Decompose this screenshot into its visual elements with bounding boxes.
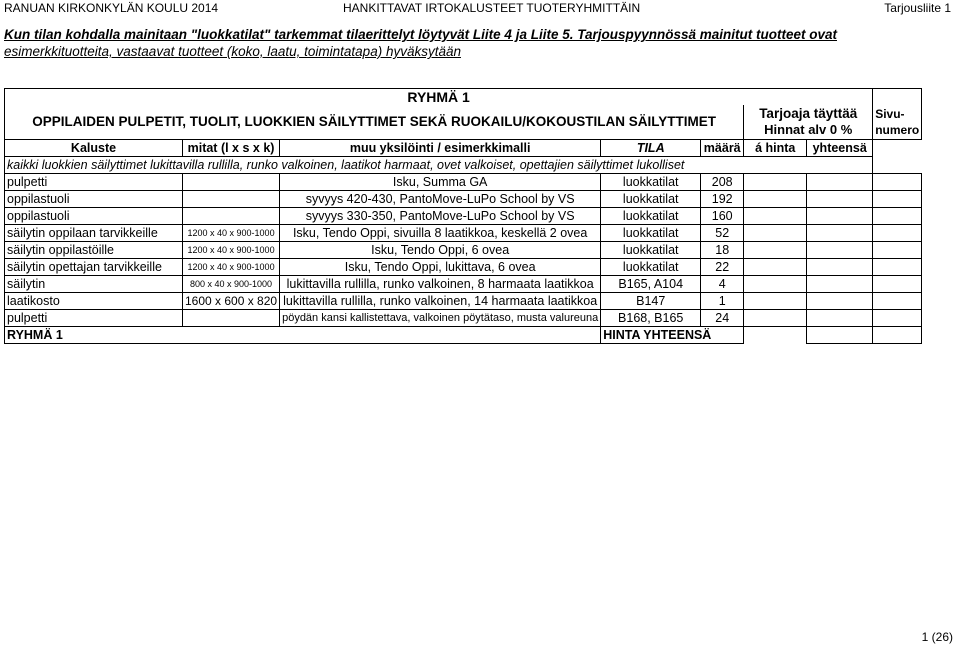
table-row	[5, 242, 922, 259]
item-dims: 1600 x 600 x 820	[183, 293, 280, 310]
unit-price-cell[interactable]	[744, 310, 807, 327]
item-spec: Isku, Tendo Oppi, sivuilla 8 laatikkoa, keskellä 2 ovea	[280, 225, 601, 242]
unit-price-cell[interactable]	[744, 225, 807, 242]
item-dims: 1200 x 40 x 900-1000	[183, 259, 280, 276]
total-cell[interactable]	[807, 242, 873, 259]
unit-price-cell[interactable]	[744, 276, 807, 293]
item-qty: 24	[701, 310, 744, 327]
item-dims	[183, 310, 280, 327]
item-name: oppilastuoli	[5, 191, 183, 208]
group-heading: RYHMÄ 1	[5, 89, 873, 106]
item-spec: pöydän kansi kallistettava, valkoinen pöytätaso, musta valureuna	[280, 310, 601, 327]
unit-price-cell[interactable]	[744, 191, 807, 208]
col-header-qty: määrä	[701, 140, 744, 157]
bidder-fill-header	[744, 105, 873, 140]
total-cell[interactable]	[807, 293, 873, 310]
item-room: B168, B165	[601, 310, 701, 327]
page-number-cell[interactable]	[873, 208, 922, 225]
item-qty: 160	[701, 208, 744, 225]
item-name: säilytin oppilaan tarvikkeille	[5, 225, 183, 242]
page-col-label-1: Sivu-	[875, 107, 905, 121]
item-dims	[183, 208, 280, 225]
school-name: RANUAN KIRKONKYLÄN KOULU 2014	[4, 1, 219, 15]
footer-group-label: RYHMÄ 1	[5, 327, 183, 344]
col-header-room: TILA	[601, 140, 701, 157]
item-dims: 800 x 40 x 900-1000	[183, 276, 280, 293]
item-room: luokkatilat	[601, 225, 701, 242]
table-row	[5, 259, 922, 276]
total-cell[interactable]	[807, 191, 873, 208]
footer-total-label: HINTA YHTEENSÄ	[601, 327, 744, 344]
item-dims: 1200 x 40 x 900-1000	[183, 225, 280, 242]
page-number-column-header	[873, 105, 922, 140]
item-spec: syvyys 330-350, PantoMove-LuPo School by VS	[280, 208, 601, 225]
storage-note: kaikki luokkien säilyttimet lukittavilla rullilla, runko valkoinen, laatikot harmaat, ovet valkoiset, opettajien säilyttimet lukolliset	[5, 157, 873, 174]
col-header-item: Kaluste	[5, 140, 183, 157]
item-qty: 192	[701, 191, 744, 208]
item-spec: Isku, Summa GA	[280, 174, 601, 191]
item-spec: lukittavilla rullilla, runko valkoinen, 8 harmaata laatikkoa	[280, 276, 601, 293]
unit-price-cell[interactable]	[744, 293, 807, 310]
item-spec: Isku, Tendo Oppi, lukittava, 6 ovea	[280, 259, 601, 276]
intro-line-2: esimerkkituotteita, vastaavat tuotteet (koko, laatu, toimintatapa) hyväksytään	[4, 44, 461, 59]
unit-price-cell[interactable]	[744, 259, 807, 276]
item-spec: syvyys 420-430, PantoMove-LuPo School by VS	[280, 191, 601, 208]
table-row	[5, 191, 922, 208]
page-number-cell[interactable]	[873, 191, 922, 208]
table-row	[5, 293, 922, 310]
page-number-cell[interactable]	[873, 225, 922, 242]
unit-price-cell[interactable]	[744, 174, 807, 191]
intro-line-1: Kun tilan kohdalla mainitaan "luokkatilat" tarkemmat tilaerittelyt löytyvät Liite 4 ja Liite 5. Tarjouspyynnössä mainitut tuotteet ovat	[4, 27, 837, 42]
bidder-fill-label: Tarjoaja täyttää	[759, 106, 858, 121]
page-number-cell[interactable]	[873, 310, 922, 327]
item-name: säilytin opettajan tarvikkeille	[5, 259, 183, 276]
page-number-cell[interactable]	[873, 327, 922, 344]
item-name: oppilastuoli	[5, 208, 183, 225]
table-row	[5, 276, 922, 293]
item-qty: 1	[701, 293, 744, 310]
page-col-label-2: numero	[875, 123, 920, 137]
col-header-unit-price: á hinta	[744, 140, 807, 157]
page-number: 1 (26)	[921, 630, 953, 644]
total-cell[interactable]	[807, 310, 873, 327]
total-cell[interactable]	[807, 225, 873, 242]
item-name: säilytin oppilastöille	[5, 242, 183, 259]
prices-vat-label: Hinnat alv 0 %	[764, 122, 853, 137]
col-header-spec: muu yksilöinti / esimerkkimalli	[280, 140, 601, 157]
item-name: säilytin	[5, 276, 183, 293]
table-row	[5, 208, 922, 225]
grand-total-cell[interactable]	[807, 327, 873, 344]
item-room: luokkatilat	[601, 191, 701, 208]
item-room: B147	[601, 293, 701, 310]
total-cell[interactable]	[807, 259, 873, 276]
item-qty: 208	[701, 174, 744, 191]
item-room: luokkatilat	[601, 208, 701, 225]
page-number-cell[interactable]	[873, 174, 922, 191]
item-qty: 4	[701, 276, 744, 293]
item-dims	[183, 174, 280, 191]
document-title: HANKITTAVAT IRTOKALUSTEET TUOTERYHMITTÄIN	[343, 1, 641, 15]
item-name: laatikosto	[5, 293, 183, 310]
group-title: OPPILAIDEN PULPETIT, TUOLIT, LUOKKIEN SÄILYTTIMET SEKÄ RUOKAILU/KOKOUSTILAN SÄILYTTIMET	[5, 105, 744, 140]
page-number-cell[interactable]	[873, 293, 922, 310]
total-cell[interactable]	[807, 208, 873, 225]
item-name: pulpetti	[5, 174, 183, 191]
item-qty: 22	[701, 259, 744, 276]
product-group-table	[4, 88, 922, 344]
table-row	[5, 225, 922, 242]
total-cell[interactable]	[807, 174, 873, 191]
page-number-cell[interactable]	[873, 242, 922, 259]
item-room: luokkatilat	[601, 242, 701, 259]
item-qty: 18	[701, 242, 744, 259]
item-name: pulpetti	[5, 310, 183, 327]
unit-price-cell[interactable]	[744, 208, 807, 225]
item-room: luokkatilat	[601, 259, 701, 276]
unit-price-cell[interactable]	[744, 242, 807, 259]
item-room: B165, A104	[601, 276, 701, 293]
document-header	[0, 0, 959, 19]
total-cell[interactable]	[807, 276, 873, 293]
item-qty: 52	[701, 225, 744, 242]
item-spec: Isku, Tendo Oppi, 6 ovea	[280, 242, 601, 259]
table-row	[5, 310, 922, 327]
item-dims: 1200 x 40 x 900-1000	[183, 242, 280, 259]
col-header-dims: mitat (l x s x k)	[183, 140, 280, 157]
page-number-cell[interactable]	[873, 276, 922, 293]
item-dims	[183, 191, 280, 208]
col-header-total: yhteensä	[807, 140, 873, 157]
item-room: luokkatilat	[601, 174, 701, 191]
item-spec: lukittavilla rullilla, runko valkoinen, 14 harmaata laatikkoa	[280, 293, 601, 310]
table-row	[5, 174, 922, 191]
attachment-label: Tarjousliite 1	[884, 1, 951, 15]
page-number-cell[interactable]	[873, 259, 922, 276]
